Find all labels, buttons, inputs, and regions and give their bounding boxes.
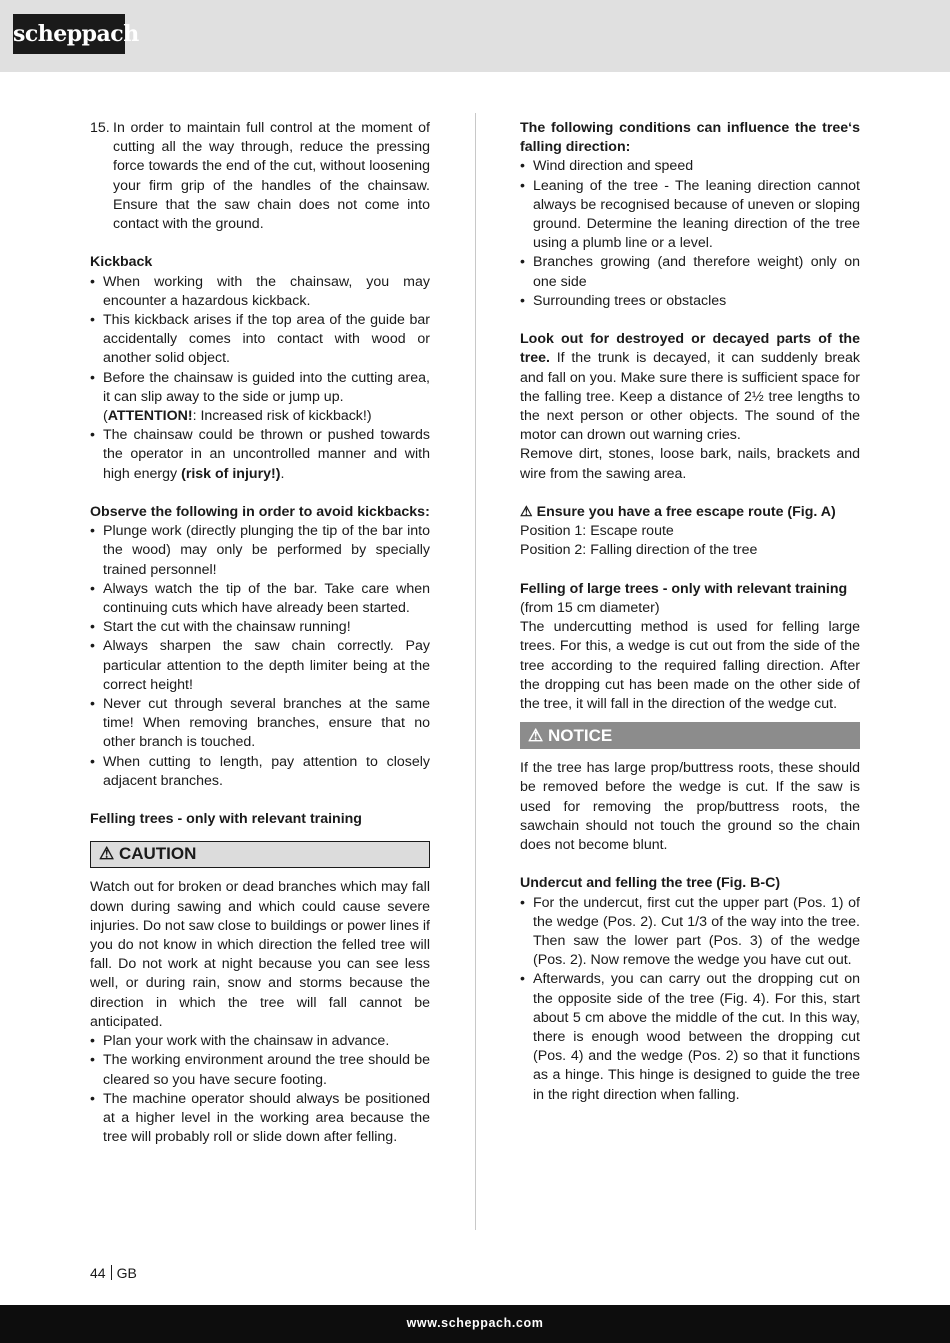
notice-text: If the tree has large prop/buttress roots, these should be removed before the wedge is cut. If the saw is used for removing the prop/buttress roots, the sawchain should not touch the ground so the chain does not become blunt. [520,760,860,854]
felling-heading: Felling trees - only with relevant training [90,811,362,828]
list-item [90,369,430,427]
conditions-heading: The following conditions can influence the tree‘s falling direction: [520,120,860,156]
caution-text: Watch out for broken or dead branches which may fall down during sawing and which could cause severe injuries. Do not saw close to buildings or power lines if you do not know in which direction the felled tree will fall. Do not work at night because you can see less well, or during rain, snow and storms because the direction in which the tree will fall cannot be anticipated. [90,879,430,1030]
list-item: • Leaning of the tree - The leaning direction cannot always be recognised because of uneven or sloping ground. Determine the leaning direction of the tree using a plumb line or a level. [520,177,860,254]
website-link[interactable]: www.scheppach.com [406,1316,544,1330]
page-footer [0,1305,950,1343]
page-language: GB [116,1265,137,1281]
conditions-list [520,157,860,311]
column-divider [475,113,476,1230]
numbered-item-15 [90,119,430,234]
list-item: • Never cut through several branches at the same time! When removing branches, ensure that no other branch is touched. [90,695,430,753]
lookout-paragraph [520,330,860,445]
page-header [0,0,950,72]
remove-dirt-text: Remove dirt, stones, loose bark, nails, brackets and wire from the sawing area. [520,446,860,482]
page-number-value: 44 [90,1265,106,1281]
list-item: • Afterwards, you can carry out the dropping cut on the opposite side of the tree (Fig. 4). For this, start about 5 cm above the middle of the cut. In this way, there is enough wood between the dropping cut (Pos. 4) and the wedge (Pos. 2) so that it functions as a hinge. This hinge is designed to guide the tree in the right direction when falling. [520,970,860,1104]
position-2: Position 2: Falling direction of the tree [520,542,758,559]
list-item: • Always sharpen the saw chain correctly. Pay particular attention to the depth limiter being at the correct height! [90,637,430,695]
attention-open: ( [103,408,108,425]
list-item: • When cutting to length, pay attention to closely adjacent branches. [90,753,430,791]
notice-box: ⚠ NOTICE [520,722,860,749]
attention-label: ATTENTION! [107,408,193,425]
page-separator [111,1265,112,1280]
period: . [280,465,285,482]
list-item: • When working with the chainsaw, you may encounter a hazardous kickback. [90,273,430,311]
list-item: • Start the cut with the chainsaw running! [90,618,430,637]
large-trees-sub: (from 15 cm diameter) [520,600,660,617]
item-text: In order to maintain full control at the moment of cutting all the way through, reduce the pressing force towards the end of the cut, without loosening your firm grip of the handles of the chainsaw. Ensure that the saw chain does not come into contact with the ground. [113,120,430,233]
attention-text: : Increased risk of kickback!) [192,408,372,425]
scheppach-logo: scheppach [13,14,125,54]
escape-route-heading: ⚠ Ensure you have a free escape route (Fig. A) [520,504,836,521]
large-trees-heading: Felling of large trees - only with relevant training [520,580,848,597]
list-item: • The machine operator should always be positioned at a higher level in the working area because the tree will probably roll or slide down after felling. [90,1090,430,1148]
list-item: • Always watch the tip of the bar. Take care when continuing cuts which have already been started. [90,580,430,618]
undercut-heading: Undercut and felling the tree (Fig. B-C) [520,875,781,892]
list-item: • Wind direction and speed [520,157,860,176]
list-item: • The working environment around the tree should be cleared so you have secure footing. [90,1051,430,1089]
kickback-heading: Kickback [90,254,153,271]
lookout-bold: Look out for destroyed or decayed parts of the tree. [520,331,860,367]
list-item: • Surrounding trees or obstacles [520,292,860,311]
list-item: • Branches growing (and therefore weight) only on one side [520,253,860,291]
right-column [520,119,860,1105]
undercut-list [520,894,860,1105]
page-number [90,1264,137,1282]
list-item [90,426,430,484]
caution-list [90,1032,430,1147]
list-item: • Plan your work with the chainsaw in advance. [90,1032,430,1051]
item-number: 15. [90,120,110,136]
list-item-text: Before the chainsaw is guided into the cutting area, it can slip away to the side or jump up. [103,369,430,405]
caution-box: ⚠ CAUTION [90,841,430,868]
risk-of-injury: (risk of injury!) [181,465,281,482]
list-item-text: The chainsaw could be thrown or pushed towards the operator in an uncontrolled manner and with high energy [103,427,430,482]
left-column [90,119,430,1147]
kickback-list [90,273,430,484]
observe-list [90,522,430,791]
list-item: • This kickback arises if the top area of the guide bar accidentally comes into contact with wood or another solid object. [90,311,430,369]
observe-heading: Observe the following in order to avoid kickbacks: [90,504,430,521]
position-1: Position 1: Escape route [520,523,674,540]
list-item: • For the undercut, first cut the upper part (Pos. 1) of the wedge (Pos. 2). Cut 1/3 of the way into the tree. Then saw the lower part (Pos. 3) of the wedge (Pos. 2). Now remove the wedge you have cut out. [520,894,860,971]
list-item: • Plunge work (directly plunging the tip of the bar into the wood) may only be performed by specially trained personnel! [90,522,430,580]
large-trees-text: The undercutting method is used for felling large trees. For this, a wedge is cut out from the side of the tree according to the required falling direction. After the dropping cut has been made on the other side of the tree, it will fall in the direction of the wedge cut. [520,619,860,713]
lookout-text: If the trunk is decayed, it can suddenly break and fall on you. Make sure there is sufficient space for the falling tree. Keep a distance of 2½ tree lengths to the next person or other objects. The sound of the motor can drown out warning cries. [520,350,860,444]
